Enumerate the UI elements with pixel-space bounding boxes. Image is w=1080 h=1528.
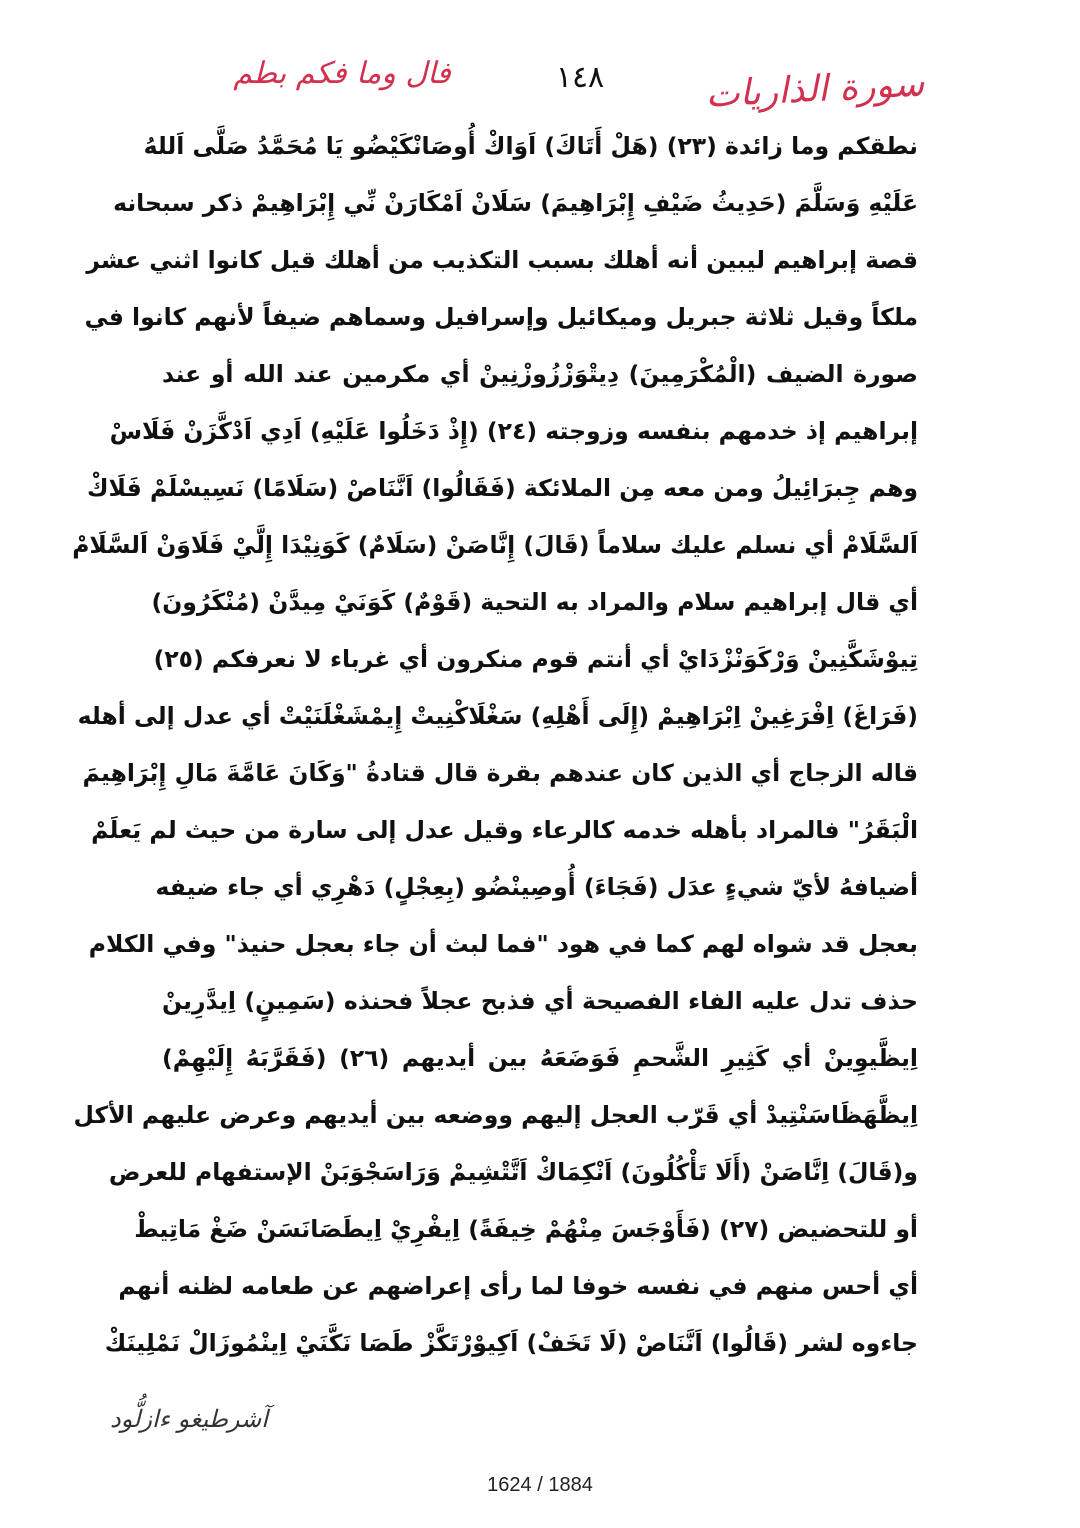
text-line: أي قال إبراهيم سلام والمراد به التحية (قَوْمٌ) كَوَنَيْ مِيدَّنْ (مُنْكَرُونَ) [151, 588, 918, 616]
text-line: أي أحس منهم في نفسه خوفا لما رأى إعراضهم عن طعامه لظنه أنهم [118, 1272, 918, 1300]
footer-signature: آشرطيغو ءازلُّود [110, 1405, 268, 1433]
text-line: الْبَقَرُ" فالمراد بأهله خدمه كالرعاء وقيل عدل إلى سارة من حيث لم يَعلَمْ [91, 816, 918, 844]
text-line: حذف تدل عليه الفاء الفصيحة أي فذبح عجلاً فحنذه (سَمِينٍ) اِيدَّرِينْ [162, 987, 918, 1015]
text-line: جاءوه لشر (قَالُوا) اَنَّنَاصْ (لَا تَخَفْ) اَكِيوْرْتَكَّزْ طَصَا نَكَّنَيْ اِينْمُوزَالْ نَمْلِينَكْ [104, 1329, 918, 1357]
body-text [72, 118, 918, 1372]
text-line: إبراهيم إذ خدمهم بنفسه وزوجته (٢٤) (إِذْ دَخَلُوا عَلَيْهِ) اَدِي اَدْكَّزَنْ فَلَاسْ [109, 417, 918, 445]
page-counter: 1624 / 1884 [487, 1474, 593, 1496]
text-line: نطقكم وما زائدة (٢٣) (هَلْ أَتَاكَ) اَوَاكْ أُوصَانْكَيْضُو يَا مُحَمَّدُ صَلَّى اَللهُ [143, 132, 918, 160]
text-line: اَلسَّلَامْ أي نسلم عليك سلاماً (قَالَ) إِنَّاصَنْ (سَلَامٌ) كَوَنِيْدَا إِلَّيْ فَلَاوَنْ اَلسَّلَامْ [72, 531, 918, 559]
text-line: قصة إبراهيم ليبين أنه أهلك بسبب التكذيب من أهلك قيل كانوا اثني عشر [86, 246, 918, 274]
text-line: أو للتحضيض (٢٧) (فَأَوْجَسَ مِنْهُمْ خِيفَةً) اِيفْرِيْ اِيطَصَانَسَنْ ضَغْ مَاتِيطْ [134, 1215, 918, 1243]
text-line: أضيافهُ لأيّ شيءٍ عدَل (فَجَاءَ) أُوصِينْضُو (بِعِجْلٍ) دَهْرِي أي جاء ضيفه [155, 873, 918, 901]
text-line: اِيظَّهَظَاسَنْتِيدْ أي قَرّب العجل إليهم ووضعه بين أيديهم وعرض عليهم الأكل [73, 1101, 918, 1129]
text-line: وهم جِبرَائِيلُ ومن معه مِن الملائكة (فَقَالُوا) اَنَّنَاصْ (سَلَامًا) نَسِيسْلَمْ فَلَاكْ [87, 474, 918, 502]
text-line: ملكاً وقيل ثلاثة جبريل وميكائيل وإسرافيل وسماهم ضيفاً لأنهم كانوا في [84, 303, 918, 331]
page-number: ١٤٨ [555, 60, 605, 95]
text-line: (فَرَاغَ) اِفْرَغِينْ اِبْرَاهِيمْ (إِلَى أَهْلِهِ) سَغْلَاكْنِيتْ إِيمْشَغْلَنَيْتْ أي عدل إلى أهله [77, 702, 918, 730]
text-line: اِيظَّيوِينْ أي كَثِيرِ الشَّحمِ فَوَضَعَهُ بين أيديهم (٢٦) (فَقَرَّبَهُ إِلَيْهِمْ) [162, 1044, 918, 1072]
margin-note-header: فال وما فكم بطم [233, 56, 451, 91]
surah-title: سورة الذاريات [704, 63, 926, 116]
text-line: صورة الضيف (الْمُكْرَمِينَ) دِيتْوَزْزُوزْنِينْ أي مكرمين عند الله أو عند [162, 360, 918, 388]
text-line: تِيوْشَكَّنِينْ وَرْكَوَنْزْدَايْ أي أنتم قوم منكرون أي غرباء لا نعرفكم (٢٥) [153, 645, 918, 673]
text-line: بعجل قد شواه لهم كما في هود "فما لبث أن جاء بعجل حنيذ" وفي الكلام [88, 930, 918, 958]
text-line: قاله الزجاج أي الذين كان عندهم بقرة قال قتادةُ "وَكَانَ عَامَّةَ مَالِ إِبْرَاهِيمَ [82, 759, 918, 787]
text-line: عَلَيْهِ وَسَلَّمَ (حَدِيثُ ضَيْفِ إِبْرَاهِيمَ) سَلَانْ اَمْكَارَنْ نِّي إِبْرَاهِيمْ ذكر سبحانه [113, 189, 918, 217]
text-line: و(قَالَ) اِنَّاصَنْ (أَلَا تَأْكُلُونَ) اَنْكِمَاكْ اَتَّتْشِيمْ وَرَاسَجْوَبَنْ الإستفهام للعرض [108, 1158, 918, 1186]
